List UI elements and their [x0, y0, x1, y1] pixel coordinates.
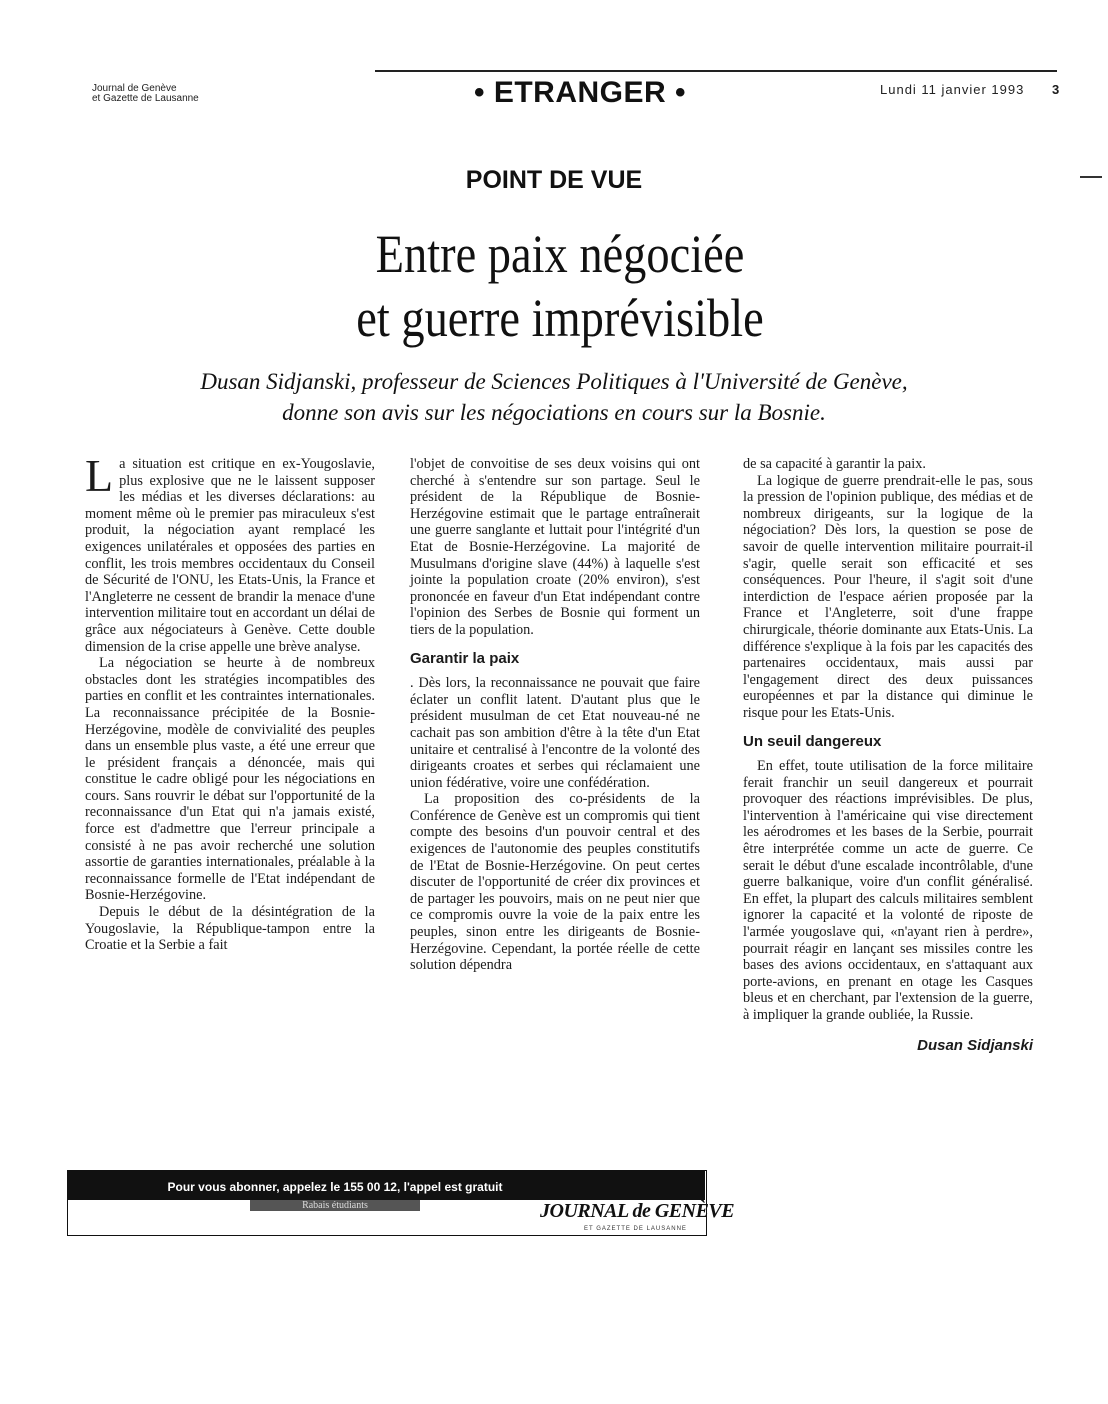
paper-name-line2: et Gazette de Lausanne: [92, 93, 199, 104]
masthead-rule: [375, 70, 1057, 72]
dateline: Lundi 11 janvier 1993: [880, 82, 1025, 97]
paragraph-1-text: a situation est critique en ex-Yougoslavie, plus explosive que ne le laissent supposer les médias et les diverses déclarations: au moment même où le premier pas miraculeux s'est produit, la négociation ayant remplacé les exigences unilatérales et opposées des parties en conflit, les trois membres occidentaux du Conseil de Sécurité de l'ONU, les Etats-Unis, la France et l'Angleterre ne cessent de brandir la menace d'une intervention militaire tout en accordant un délai de grâce aux négociateurs à Genève. Cette double dimension de la crise appelle une brève analyse.: [85, 456, 375, 655]
paragraph-4: l'objet de convoitise de ses deux voisins qui ont cherché à s'entendre sur son partage. Seul le président de la République de Bosnie-Herzégovine estimait que le partage entraînerait une guerre sanglante et luttait pour l'intégrité d'un Etat de Bosnie-Herzégovine. La majorité de Musulmans d'origine slave (44%) à laquelle s'est jointe la population croate (20% environ), s'est prononcée en faveur d'un Etat indépendant contre l'opinion des Serbes de Bosnie qui forment un tiers de la population.: [410, 456, 700, 638]
paper-name-line1: Journal de Genève: [92, 83, 177, 94]
paragraph-5: . Dès lors, la reconnaissance ne pouvait que faire éclater un conflit latent. D'autant plus que le président musulman de cet Etat nouveau-né ne cachait pas son ambition d'être à la tête d'un Etat unitaire et centralisé à l'encontre de la volonté des dirigeants croates et serbes qui réclamaient une union fédérative, voire une confédération.: [410, 675, 700, 791]
paragraph-3: Depuis le début de la désintégration de la Yougoslavie, la République-tampon entre la Croatie et la Serbie a fait: [85, 904, 375, 954]
subheading-garantir: Garantir la paix: [410, 649, 520, 667]
article-column-2: [410, 456, 700, 974]
subscription-ad-subtext: Rabais étudiants: [250, 1200, 420, 1211]
paragraph-2: La négociation se heurte à de nombreux obstacles dont les stratégies incompatibles des parties en conflit et les contraintes internationales. La reconnaissance précipitée de la Bosnie-Herzégovine, modèle de convivialité des peuples dans un ensemble plus vaste, a été une erreur que le président français a dénoncée, mais qui constitue le cadre obligé pour les négociations en cours. Sans rouvrir le débat sur l'opportunité de la reconnaissance d'un Etat qui n'a jamais existé, force est d'admettre que l'erreur principale a consisté à ne pas avoir recherché une solution assortie de garanties internationales, préalable à la reconnaissance formelle de l'Etat indépendant de Bosnie-Herzégovine.: [85, 655, 375, 904]
headline-line1: Entre paix négociée: [375, 224, 745, 284]
journal-logo: JOURNAL de GENÈVE: [540, 1200, 735, 1222]
headline: [164, 222, 955, 350]
standfirst-line1: Dusan Sidjanski, professeur de Sciences Politiques à l'Université de Genève,: [200, 369, 908, 394]
headline-line2: et guerre imprévisible: [356, 288, 764, 348]
standfirst-line2: donne son avis sur les négociations en cours sur la Bosnie.: [282, 400, 826, 425]
article-column-1: [85, 450, 375, 954]
kicker: POINT DE VUE: [465, 166, 643, 194]
article-column-3: [743, 456, 1033, 1054]
journal-logo-subtitle: ET GAZETTE DE LAUSANNE: [584, 1226, 687, 1232]
paper-name: [92, 84, 199, 104]
author-signature: Dusan Sidjanski: [917, 1036, 1033, 1054]
page-number: 3: [1052, 82, 1060, 97]
paragraph-8: La logique de guerre prendrait-elle le pas, sous la pression de l'opinion publique, des médias et de nombreux dirigeants, sur la logique de la négociation? Dès lors, la question se pose de savoir de quelle intervention militaire pourrait-il s'agir, quelle serait son efficacité et ses conséquences. Pour l'heure, il s'agit soit d'une interdiction de l'espace aérien proposée par la France et l'Angleterre, soit d'une frappe chirurgicale, théorie dominante aux Etats-Unis. La différence s'explique à la fois par les capacités des partenaires occidentaux, mais aussi par l'engagement direct des deux puissances européennes et par la distance qui diminue le risque pour les Etats-Unis.: [743, 472, 1033, 721]
subheading-seuil: Un seuil dangereux: [743, 732, 882, 750]
paragraph-9: En effet, toute utilisation de la force militaire ferait franchir un seuil dangereux et pourrait provoquer des réactions imprévisibles. De plus, l'intervention à l'américaine qui vise directement les aérodromes et les bases de la Serbie, pourrait être interprétée comme un acte de guerre. Ce serait le début d'une escalade incontrôlable, d'une guerre balkanique, voire d'un conflit généralisé. En effet, la plupart des calculs militaires semblent ignorer la capacité et la volonté de riposte de l'armée yougoslave qui, «n'ayant rien à perdre», pourrait réagir en lançant ses missiles contre les bases des avions occidentaux, en s'attaquant aux porte-avions, en prenant en otage les Casques bleus et en cherchant, par l'extension de la guerre, à impliquer la grande oubliée, la Russie.: [743, 758, 1033, 1023]
paragraph-6: La proposition des co-présidents de la Conférence de Genève est un compromis qui tient compte des besoins d'un pouvoir central et des exigences de l'autonomie des peuples constitutifs de l'Etat de Bosnie-Herzégovine. On peut certes discuter de l'opportunité de créer dix provinces et de partager les pouvoirs, mais on ne peut nier que ce compromis ouvre la voie de la paix entre les peuples, sinon entre les dirigeants de Bosnie-Herzégovine. Cependant, la portée réelle de cette solution dépendra: [410, 791, 700, 974]
paragraph-1: [85, 450, 375, 655]
subscription-ad-text: Pour vous abonner, appelez le 155 00 12, l'appel est gratuit: [167, 1180, 503, 1194]
paragraph-7: de sa capacité à garantir la paix.: [743, 456, 926, 472]
standfirst: [80, 366, 1028, 428]
drop-cap: L: [85, 450, 114, 501]
section-title: • ETRANGER •: [473, 76, 686, 109]
